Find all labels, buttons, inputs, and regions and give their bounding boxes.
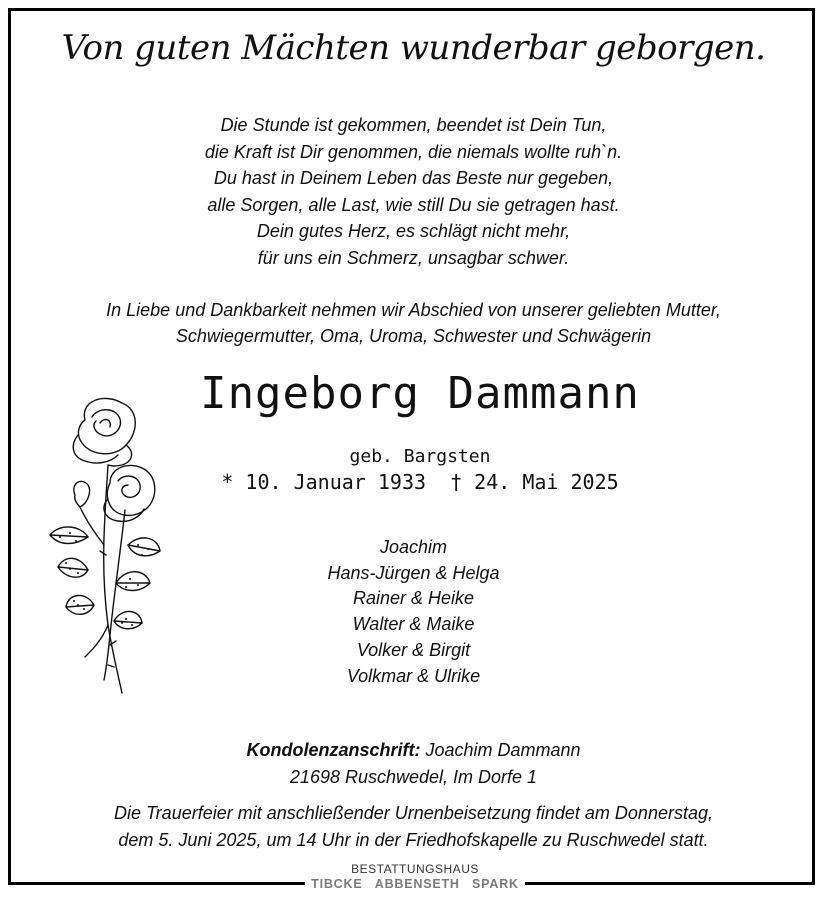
intro-line: In Liebe und Dankbarkeit nehmen wir Abschied von unserer geliebten Mutter, (106, 300, 721, 320)
ceremony-info (0, 800, 827, 854)
condolence-street: 21698 Ruschwedel, Im Dorfe 1 (289, 767, 538, 787)
deceased-name: Ingeborg Dammann (200, 368, 640, 419)
condolence-name: Joachim Dammann (420, 740, 581, 760)
poem-line: Die Stunde ist gekommen, beendet ist Dein Tun, (220, 115, 607, 135)
funeral-home-logo (305, 862, 525, 892)
funeral-home-locations (305, 876, 525, 892)
intro-line: Schwiegermutter, Oma, Uroma, Schwester und Schwägerin (175, 326, 652, 346)
poem-line: die Kraft ist Dir genommen, die niemals wollte ruh`n. (204, 141, 623, 162)
poem-line: Dein gutes Herz, es schlägt nicht mehr, (256, 221, 571, 241)
condolence-line (0, 737, 827, 764)
list-item: Joachim (379, 537, 448, 557)
location-label: SPARK (472, 877, 519, 891)
list-item: Hans-Jürgen & Helga (327, 562, 500, 583)
list-item: Volker & Birgit (356, 639, 471, 660)
birth-name: geb. Bargsten (349, 446, 491, 467)
list-item: Volkmar & Ulrike (346, 665, 481, 686)
mourners-list (0, 535, 827, 689)
location-label: TIBCKE (311, 877, 363, 891)
condolence-label: Kondolenzanschrift: (246, 740, 421, 760)
ceremony-line: Die Trauerfeier mit anschließender Urnenbeisetzung findet am Donnerstag, (114, 803, 713, 823)
poem-line: alle Sorgen, alle Last, wie still Du sie getragen hast. (207, 194, 620, 215)
life-dates (210, 470, 630, 494)
condolence-address (0, 737, 827, 791)
list-item: Walter & Maike (352, 614, 475, 635)
ceremony-line: dem 5. Juni 2025, um 14 Uhr in der Friedhofskapelle zu Ruschwedel statt. (118, 830, 709, 850)
death-date: † 24. Mai 2025 (450, 470, 619, 494)
funeral-home-title: BESTATTUNGSHAUS (351, 862, 479, 876)
heading-quote: Von guten Mächten wunderbar geborgen. (61, 28, 766, 68)
poem (0, 112, 827, 271)
birth-date: * 10. Januar 1933 (221, 470, 427, 494)
location-label: ABBENSETH (374, 877, 460, 891)
poem-line: Du hast in Deinem Leben das Beste nur gegeben, (213, 168, 614, 188)
intro-text (0, 297, 827, 349)
poem-line: für uns ein Schmerz, unsagbar schwer. (257, 247, 570, 268)
list-item: Rainer & Heike (352, 588, 475, 609)
